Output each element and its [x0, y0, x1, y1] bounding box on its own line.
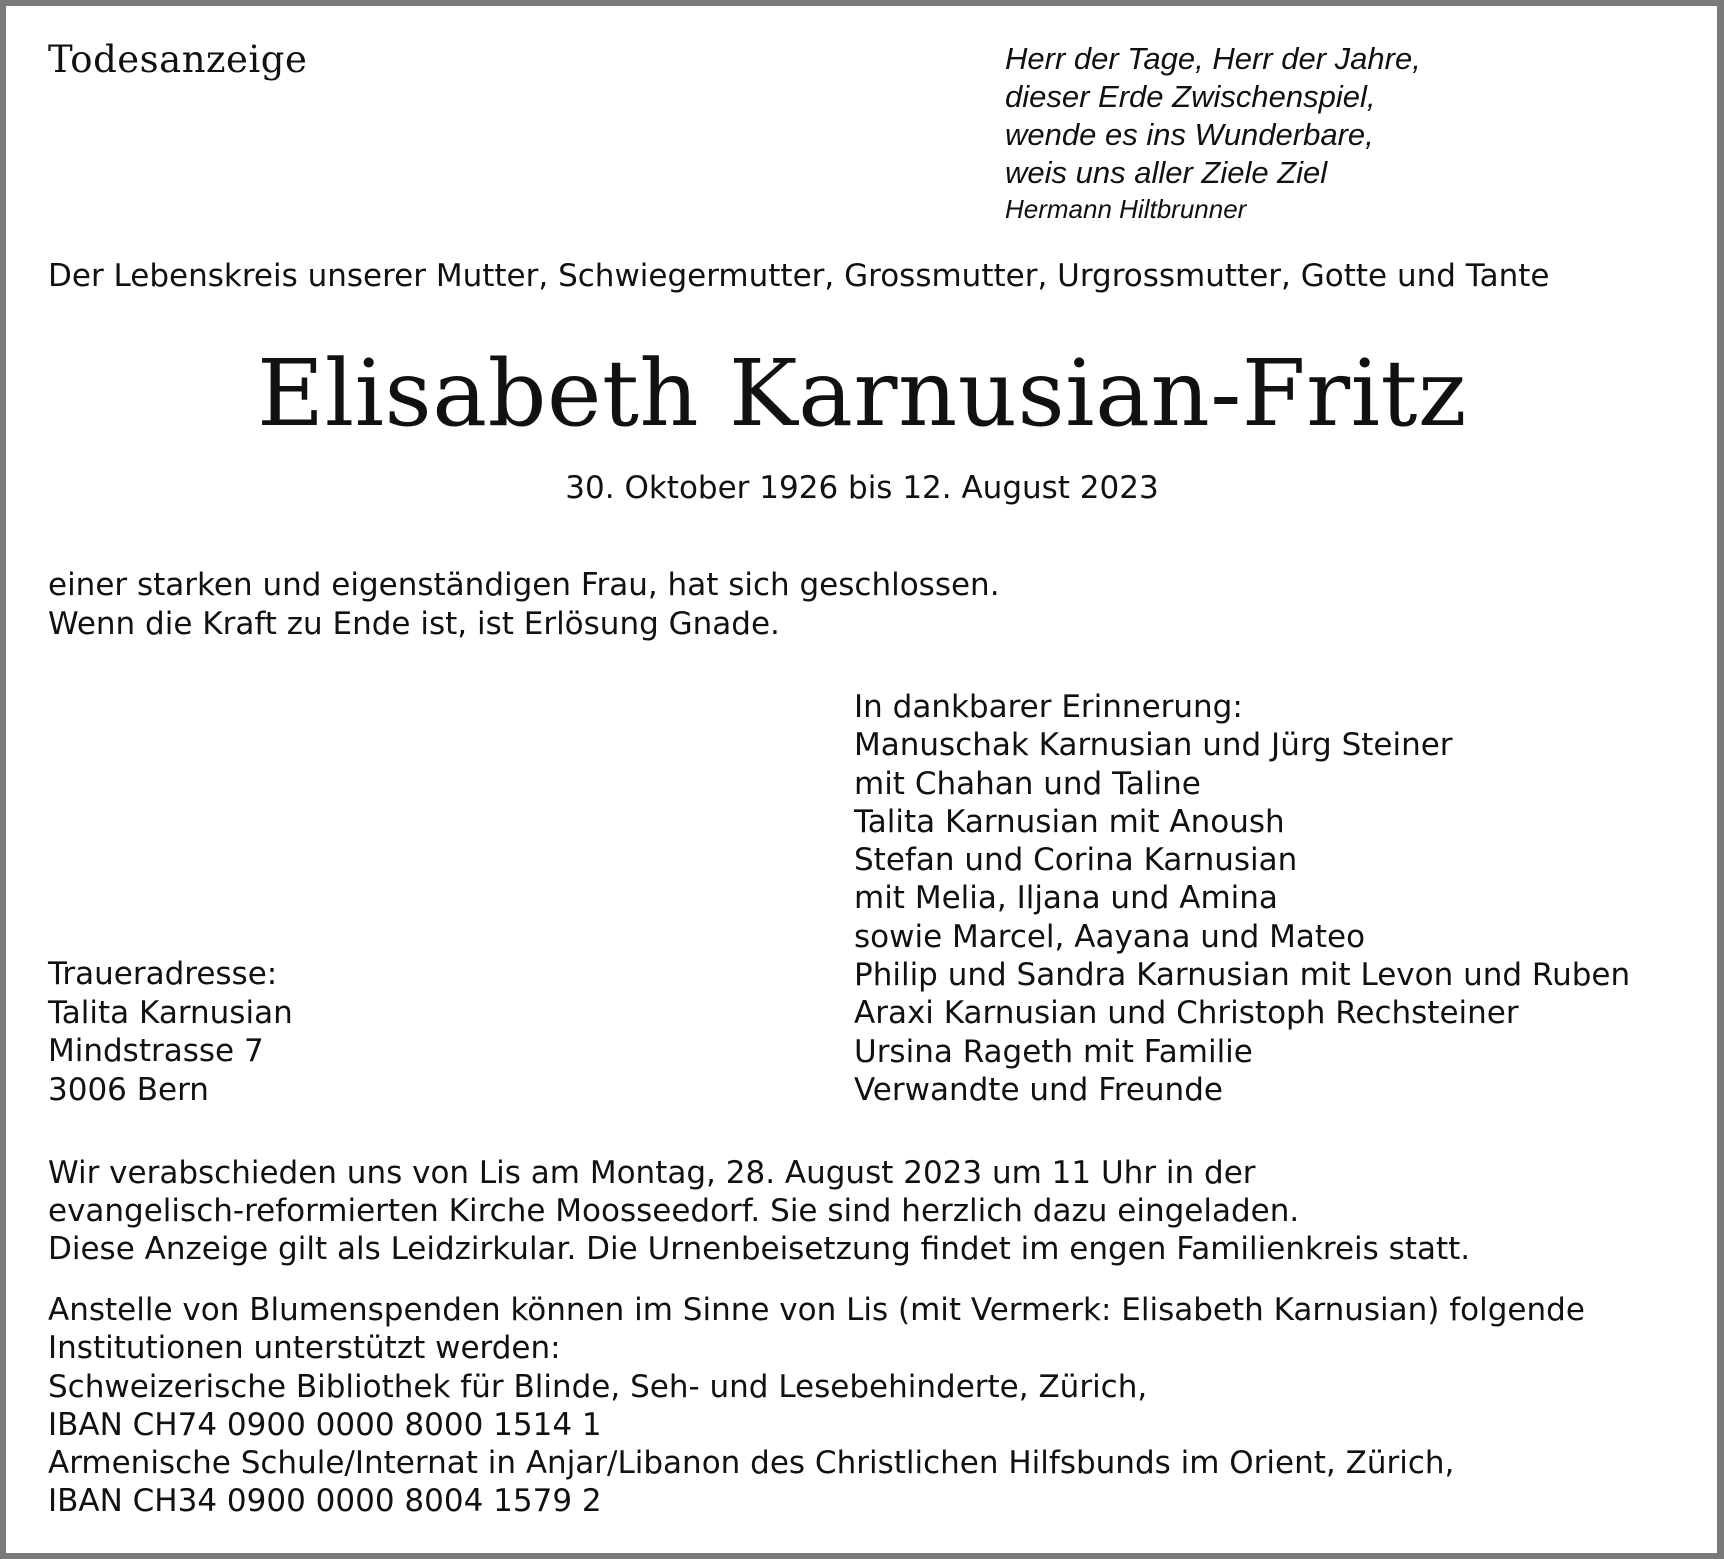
mourner-line: mit Chahan und Taline — [854, 765, 1201, 802]
mourner-line: Philip und Sandra Karnusian mit Levon und Ruben — [854, 957, 1631, 994]
address-line: Talita Karnusian — [48, 994, 293, 1031]
life-dates: 30. Oktober 1926 bis 12. August 2023 — [565, 470, 1159, 506]
notice-heading: Todesanzeige — [48, 38, 308, 81]
donation-line: Armenische Schule/Internat in Anjar/Libanon des Christlichen Hilfsbunds im Orient, Zürich, — [48, 1445, 1455, 1482]
service-line: Wir verabschieden uns von Lis am Montag, 28. August 2023 um 11 Uhr in der — [48, 1155, 1256, 1191]
mourner-line: Manuschak Karnusian und Jürg Steiner — [854, 727, 1453, 764]
mourner-line: mit Melia, Iljana und Amina — [854, 880, 1278, 917]
mourner-line: sowie Marcel, Aayana und Mateo — [854, 918, 1366, 955]
donation-line: Anstelle von Blumenspenden können im Sinne von Lis (mit Vermerk: Elisabeth Karnusian) folgende — [48, 1292, 1585, 1328]
poem-author: Hermann Hiltbrunner — [1005, 194, 1247, 224]
mourner-line: Talita Karnusian mit Anoush — [854, 803, 1285, 840]
donation-line: Schweizerische Bibliothek für Blinde, Seh- und Lesebehinderte, Zürich, — [48, 1368, 1148, 1405]
iban-line: IBAN CH74 0900 0000 8000 1514 1 — [48, 1406, 602, 1443]
poem-line: dieser Erde Zwischenspiel, — [1005, 79, 1376, 114]
address-line: Mindstrasse 7 — [48, 1033, 264, 1069]
service-line: Diese Anzeige gilt als Leidzirkular. Die Urnenbeisetzung findet im engen Familienkreis statt. — [48, 1231, 1471, 1267]
poem-line: wende es ins Wunderbare, — [1005, 117, 1374, 152]
body-line: Wenn die Kraft zu Ende ist, ist Erlösung Gnade. — [48, 605, 780, 642]
mourner-line: Verwandte und Freunde — [854, 1071, 1223, 1108]
poem-line: Herr der Tage, Herr der Jahre, — [1005, 41, 1421, 76]
donation-line: Institutionen unterstützt werden: — [48, 1330, 561, 1367]
service-line: evangelisch-reformierten Kirche Moosseedorf. Sie sind herzlich dazu eingeladen. — [48, 1193, 1300, 1229]
body-paragraph — [48, 566, 1000, 643]
deceased-name: Elisabeth Karnusian-Fritz — [257, 340, 1467, 447]
mourner-line: Stefan und Corina Karnusian — [854, 842, 1298, 879]
address-heading: Traueradresse: — [48, 956, 278, 992]
poem-block — [1005, 40, 1421, 226]
poem-line: weis uns aller Ziele Ziel — [1005, 155, 1328, 190]
address-line: 3006 Bern — [48, 1071, 209, 1108]
intro-text: Der Lebenskreis unserer Mutter, Schwiegermutter, Grossmutter, Urgrossmutter, Gotte und Tante — [48, 258, 1550, 294]
mourning-address — [48, 955, 293, 1109]
mourners-list — [854, 688, 1630, 1109]
mourner-line: Araxi Karnusian und Christoph Rechsteiner — [854, 995, 1519, 1032]
service-info — [48, 1154, 1470, 1268]
mourner-line: Ursina Rageth mit Familie — [854, 1033, 1253, 1070]
donation-info — [48, 1291, 1585, 1521]
body-line: einer starken und eigenständigen Frau, hat sich geschlossen. — [48, 567, 1000, 603]
mourners-heading: In dankbarer Erinnerung: — [854, 689, 1243, 725]
iban-line: IBAN CH34 0900 0000 8004 1579 2 — [48, 1483, 602, 1520]
